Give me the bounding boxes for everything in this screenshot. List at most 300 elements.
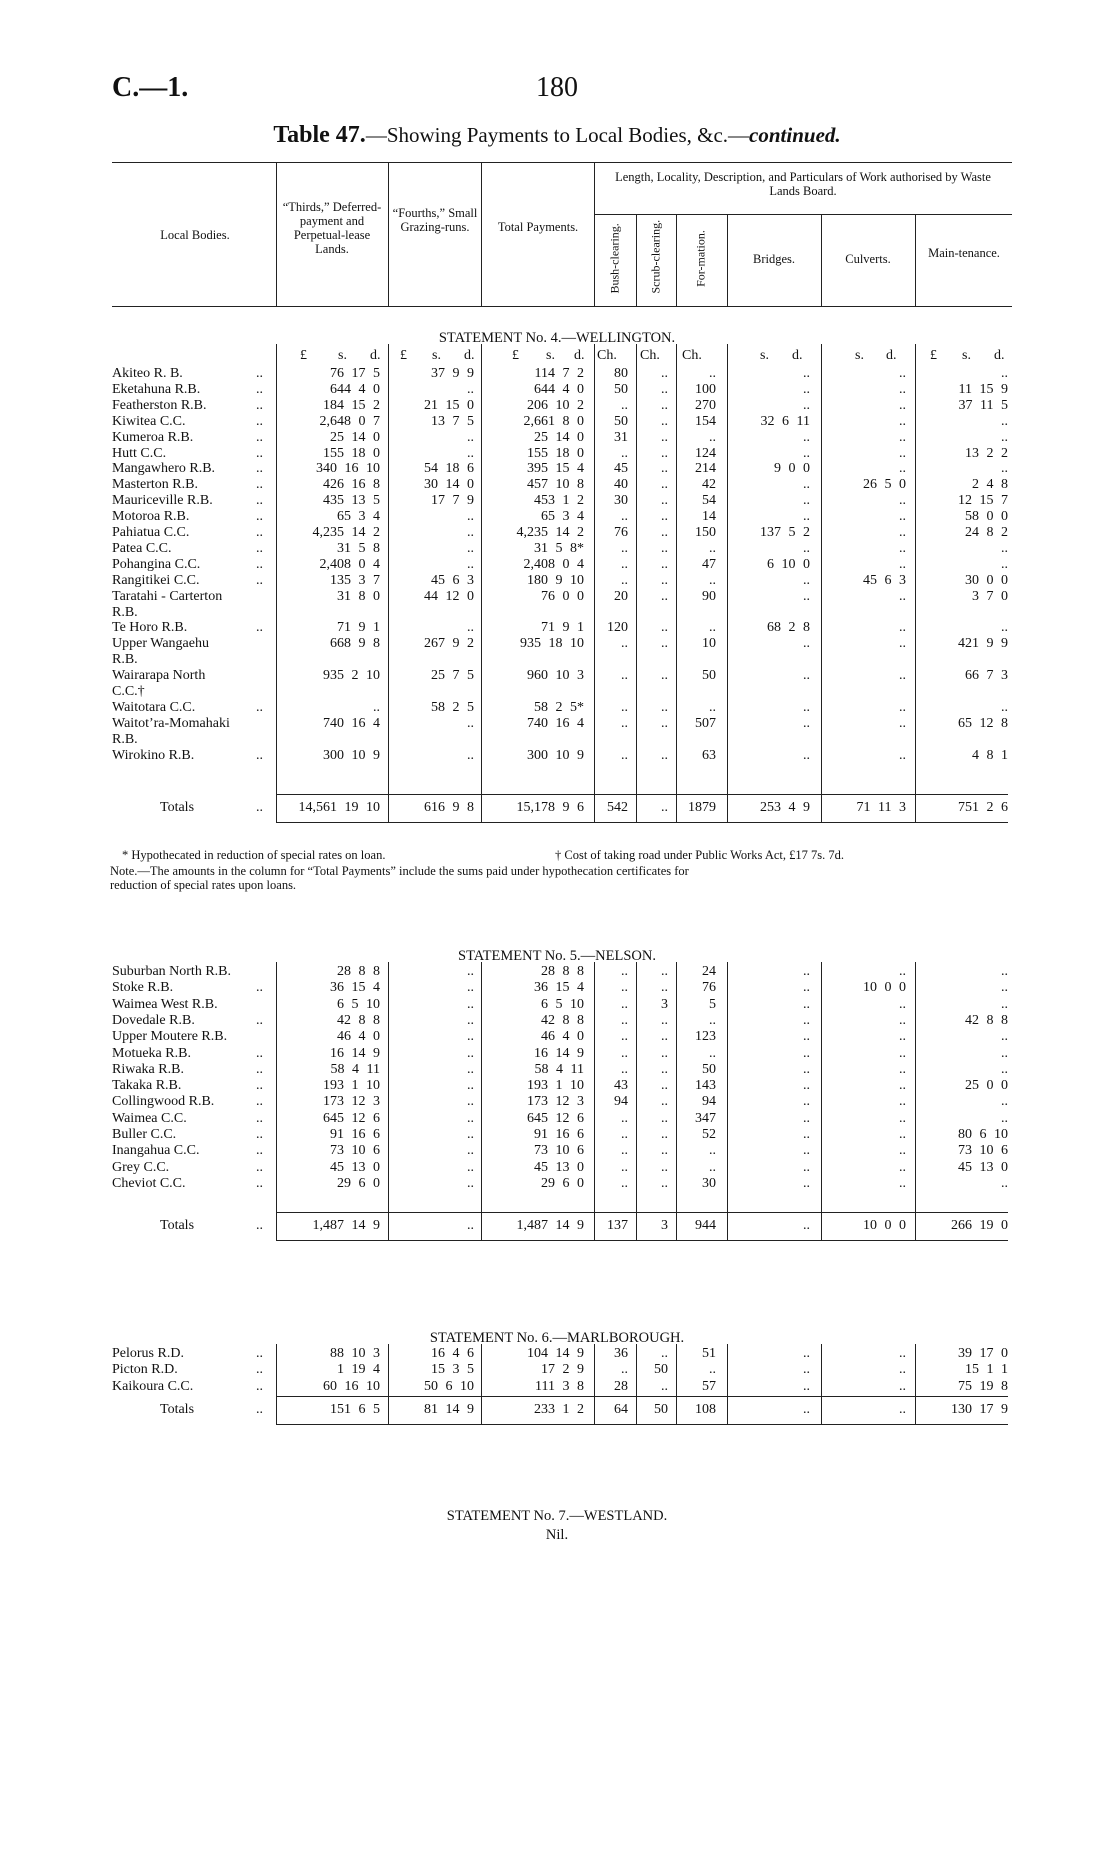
bush-value: ..	[621, 980, 628, 996]
statement-westland-nil: Nil.	[545, 1527, 569, 1543]
table-row	[0, 589, 1114, 606]
table-row	[0, 652, 1114, 669]
total-value: 935 18 10	[520, 636, 584, 652]
maintenance-value: ..	[1001, 1094, 1008, 1110]
scrub-value: ..	[661, 588, 668, 604]
total-value: 104 14 9	[527, 1346, 584, 1361]
fourths-value: ..	[467, 1012, 474, 1028]
fourths-value: ..	[467, 509, 474, 525]
table-row	[0, 1160, 1114, 1177]
total-value: 58 4 11	[534, 1061, 584, 1077]
culverts-value: ..	[899, 525, 906, 540]
scrub-value: ..	[661, 556, 668, 572]
bridges-value: ..	[803, 1061, 810, 1077]
thirds-value: 2,648 0 7	[319, 413, 380, 429]
total-value: 29 6 0	[541, 1175, 584, 1191]
table-row	[0, 700, 1114, 717]
formation-value: 30	[702, 1175, 716, 1191]
total-fourths-value: 616 9 8	[424, 800, 474, 815]
fourths-value: ..	[467, 540, 474, 556]
page-number: 180	[536, 72, 578, 103]
col-header-bush: Bush-clearing.	[607, 223, 622, 294]
fourths-value: 267 9 2	[424, 636, 474, 652]
scrub-value: ..	[661, 964, 668, 979]
scrub-value: ..	[661, 747, 668, 763]
fourths-value: ..	[467, 1159, 474, 1175]
total-value: 180 9 10	[527, 572, 584, 588]
bridges-value: 6 10 0	[767, 556, 810, 572]
bush-value: ..	[621, 1127, 628, 1142]
thirds-value: 31 5 8	[337, 540, 380, 556]
table-row	[0, 732, 1114, 749]
culverts-value: ..	[899, 668, 906, 684]
table-row	[0, 1111, 1114, 1128]
total-value: 155 18 0	[527, 445, 584, 461]
fourths-value: ..	[467, 715, 474, 731]
local-body-name: Mauriceville R.B.	[112, 493, 213, 509]
totals-label: Totals	[160, 1402, 195, 1417]
total-value: 395 15 4	[527, 461, 584, 477]
totals-label: Totals	[160, 800, 195, 815]
bush-value: ..	[621, 747, 628, 763]
bridges-value: ..	[803, 1175, 810, 1191]
fourths-value: 25 7 5	[431, 668, 474, 684]
maintenance-value: 58 0 0	[965, 509, 1008, 525]
thirds-value: 25 14 0	[330, 429, 380, 445]
fourths-value: ..	[467, 964, 474, 979]
thirds-value: 65 3 4	[337, 509, 380, 525]
table-row	[0, 748, 1114, 765]
formation-value: ..	[709, 699, 716, 715]
fourths-value: ..	[467, 1094, 474, 1110]
header-divider	[636, 214, 637, 306]
table-row	[0, 366, 1114, 383]
maintenance-value: ..	[1001, 620, 1008, 636]
maintenance-value: 421 9 9	[958, 636, 1008, 652]
culverts-value: ..	[899, 381, 906, 397]
formation-value: 57	[702, 1378, 716, 1394]
statement-wellington-title: STATEMENT No. 4.—WELLINGTON.	[438, 330, 676, 346]
total-value: 111 3 8	[535, 1378, 584, 1394]
leader-dots: ..	[256, 1378, 263, 1394]
thirds-value: 6 5 10	[337, 996, 380, 1012]
bush-value: ..	[621, 1012, 628, 1028]
header-divider	[276, 162, 277, 306]
local-body-name: Rangitikei C.C.	[112, 572, 200, 588]
culverts-value: ..	[899, 1175, 906, 1191]
leader-dots: ..	[256, 525, 263, 540]
header-divider	[727, 214, 728, 306]
total-bush-value: 64	[614, 1402, 628, 1417]
scrub-value: ..	[661, 540, 668, 556]
table-row	[0, 430, 1114, 447]
fourths-value: 58 2 5	[431, 699, 474, 715]
thirds-value: 36 15 4	[330, 980, 380, 996]
bridges-value: ..	[803, 572, 810, 588]
bridges-value: ..	[803, 1378, 810, 1394]
bridges-value: ..	[803, 980, 810, 996]
maintenance-value: ..	[1001, 461, 1008, 477]
thirds-value: ..	[373, 699, 380, 715]
maintenance-value: ..	[1001, 540, 1008, 556]
total-value: 36 15 4	[534, 980, 584, 996]
scrub-value: ..	[661, 461, 668, 477]
culverts-value: ..	[899, 445, 906, 461]
local-body-name: R.B.	[112, 604, 138, 620]
formation-value: 100	[695, 381, 716, 397]
local-body-name: Taratahi - Carterton	[112, 588, 223, 604]
culverts-value: ..	[899, 715, 906, 731]
scrub-value: ..	[661, 699, 668, 715]
statement-nelson-title: STATEMENT No. 5.—NELSON.	[458, 948, 656, 964]
bridges-value: ..	[803, 1045, 810, 1061]
thirds-value: 16 14 9	[330, 1045, 380, 1061]
thirds-value: 193 1 10	[323, 1078, 380, 1094]
local-body-name: Waimea West R.B.	[112, 996, 218, 1012]
pound-unit: £	[300, 348, 307, 363]
thirds-value: 740 16 4	[323, 715, 380, 731]
total-value: 28 8 8	[541, 964, 584, 979]
local-body-name: Masterton R.B.	[112, 477, 198, 493]
bridges-value: ..	[803, 1159, 810, 1175]
bush-value: ..	[621, 445, 628, 461]
formation-value: 50	[702, 668, 716, 684]
bridges-value: ..	[803, 1094, 810, 1110]
leader-dots: ..	[256, 747, 263, 763]
col-header-bridges: Bridges.	[752, 252, 795, 266]
leader-dots: ..	[256, 1110, 263, 1126]
fourths-value: 13 7 5	[431, 413, 474, 429]
culverts-value: ..	[899, 429, 906, 445]
header-top-rule	[112, 162, 1012, 163]
scrub-value: ..	[661, 1029, 668, 1045]
bridges-value: ..	[803, 1012, 810, 1028]
scrub-value: ..	[661, 381, 668, 397]
table-row	[0, 1029, 1114, 1046]
bush-value: 50	[614, 413, 628, 429]
note-line-1: Note.—The amounts in the column for “Total Payments” include the sums paid under hypothecation certificates for	[110, 864, 689, 878]
total-value: 6 5 10	[541, 996, 584, 1012]
culverts-value: ..	[899, 620, 906, 636]
thirds-value: 2,408 0 4	[319, 556, 380, 572]
thirds-value: 46 4 0	[337, 1029, 380, 1045]
scrub-value: ..	[661, 445, 668, 461]
local-body-name: Patea C.C.	[112, 540, 172, 556]
pound-unit: £	[400, 348, 407, 363]
table-title	[0, 122, 1114, 149]
fourths-value: ..	[467, 747, 474, 763]
maintenance-value: 24 8 2	[965, 525, 1008, 540]
total-value: 91 16 6	[534, 1127, 584, 1142]
culverts-value: ..	[899, 509, 906, 525]
formation-value: 42	[702, 477, 716, 493]
culverts-value: 45 6 3	[863, 572, 906, 588]
totals-label: Totals	[160, 1218, 195, 1233]
formation-value: 51	[702, 1346, 716, 1361]
leader-dots: ..	[256, 1159, 263, 1175]
thirds-value: 135 3 7	[330, 572, 380, 588]
leader-dots: ..	[256, 699, 263, 715]
total-bush-value: 542	[607, 800, 628, 815]
leader-dots: ..	[256, 800, 263, 815]
bush-value: 36	[614, 1346, 628, 1361]
chain-unit: Ch.	[682, 348, 702, 363]
bridges-value: ..	[803, 1110, 810, 1126]
local-body-name: Dovedale R.B.	[112, 1012, 195, 1028]
header-divider	[915, 214, 916, 306]
maintenance-value: ..	[1001, 1061, 1008, 1077]
leader-dots: ..	[256, 980, 263, 996]
total-value: 4,235 14 2	[516, 525, 584, 540]
total-value: 740 16 4	[527, 715, 584, 731]
fourths-value: ..	[467, 996, 474, 1012]
maintenance-value: 11 15 9	[958, 381, 1008, 397]
total-value: 2,661 8 0	[523, 413, 584, 429]
bush-value: ..	[621, 1029, 628, 1045]
local-body-name: Wirokino R.B.	[112, 747, 195, 763]
scrub-value: ..	[661, 1378, 668, 1394]
culverts-value: 10 0 0	[863, 980, 906, 996]
leader-dots: ..	[256, 477, 263, 493]
header-divider	[388, 162, 389, 306]
fourths-value: ..	[467, 1078, 474, 1094]
bush-value: 76	[614, 525, 628, 540]
bush-value: ..	[621, 572, 628, 588]
thirds-value: 644 4 0	[330, 381, 380, 397]
col-header-group: Length, Locality, Description, and Particulars of Work authorised by Waste Lands Board.	[615, 170, 991, 198]
total-value: 76 0 0	[541, 588, 584, 604]
local-body-name: Pelorus R.D.	[112, 1346, 184, 1361]
local-body-name: Grey C.C.	[112, 1159, 170, 1175]
bridges-value: ..	[803, 381, 810, 397]
total-total-value: 15,178 9 6	[516, 800, 584, 815]
formation-value: 94	[702, 1094, 716, 1110]
scrub-value: ..	[661, 1127, 668, 1142]
bush-value: ..	[621, 1061, 628, 1077]
leader-dots: ..	[256, 413, 263, 429]
bush-value: ..	[621, 636, 628, 652]
bridges-value: ..	[803, 397, 810, 413]
maintenance-value: 3 7 0	[972, 588, 1008, 604]
total-value: 46 4 0	[541, 1029, 584, 1045]
local-body-name: Cheviot C.C.	[112, 1175, 186, 1191]
total-value: 16 14 9	[534, 1045, 584, 1061]
culverts-value: ..	[899, 1110, 906, 1126]
leader-dots: ..	[256, 461, 263, 477]
bridges-value: ..	[803, 493, 810, 509]
scrub-value: ..	[661, 429, 668, 445]
formation-value: ..	[709, 1143, 716, 1159]
culverts-value: ..	[899, 1061, 906, 1077]
thirds-value: 28 8 8	[337, 964, 380, 979]
scrub-value: ..	[661, 525, 668, 540]
totals-bottom-rule	[276, 1424, 1008, 1425]
scrub-value: ..	[661, 1110, 668, 1126]
chain-unit: Ch.	[640, 348, 660, 363]
note-line-2: reduction of special rates upon loans.	[110, 878, 297, 892]
col-header-maintenance: Main-tenance.	[928, 246, 1000, 260]
thirds-value: 426 16 8	[323, 477, 380, 493]
formation-value: 150	[695, 525, 716, 540]
thirds-value: 31 8 0	[337, 588, 380, 604]
local-body-name: Waitotara C.C.	[112, 699, 196, 715]
local-body-name: Pohangina C.C.	[112, 556, 201, 572]
thirds-value: 73 10 6	[330, 1143, 380, 1159]
culverts-value: ..	[899, 1012, 906, 1028]
local-body-name: R.B.	[112, 652, 138, 668]
bush-value: ..	[621, 1175, 628, 1191]
total-bridges-value: ..	[803, 1218, 810, 1233]
bridges-value: ..	[803, 588, 810, 604]
fourths-value: ..	[467, 381, 474, 397]
table-row	[0, 573, 1114, 590]
scrub-value: ..	[661, 366, 668, 381]
culverts-value: ..	[899, 1362, 906, 1378]
total-value: 173 12 3	[527, 1094, 584, 1110]
formation-value: ..	[709, 620, 716, 636]
culverts-value: ..	[899, 461, 906, 477]
maintenance-value: 80 6 10	[958, 1127, 1008, 1142]
totals-row	[0, 1402, 1114, 1419]
bush-value: ..	[621, 1110, 628, 1126]
leader-dots: ..	[256, 381, 263, 397]
document-reference: C.—1.	[112, 72, 189, 103]
thirds-value: 71 9 1	[337, 620, 380, 636]
formation-value: ..	[709, 1045, 716, 1061]
header-group-rule	[594, 214, 1012, 215]
formation-value: 14	[702, 509, 716, 525]
culverts-value: ..	[899, 1346, 906, 1361]
statement-marlborough-title: STATEMENT No. 6.—MARLBOROUGH.	[429, 1330, 685, 1346]
scrub-value: ..	[661, 1061, 668, 1077]
formation-value: 47	[702, 556, 716, 572]
statement-westland-title: STATEMENT No. 7.—WESTLAND.	[446, 1508, 668, 1524]
leader-dots: ..	[256, 1143, 263, 1159]
fourths-value: 44 12 0	[424, 588, 474, 604]
fourths-value: 15 3 5	[431, 1362, 474, 1378]
header-divider	[821, 214, 822, 306]
bridges-value: ..	[803, 509, 810, 525]
bridges-value: ..	[803, 996, 810, 1012]
scrub-value: ..	[661, 1012, 668, 1028]
maintenance-value: 75 19 8	[958, 1378, 1008, 1394]
leader-dots: ..	[256, 620, 263, 636]
bush-value: ..	[621, 1159, 628, 1175]
maintenance-value: ..	[1001, 413, 1008, 429]
bridges-value: ..	[803, 1127, 810, 1142]
leader-dots: ..	[256, 1061, 263, 1077]
thirds-value: 935 2 10	[323, 668, 380, 684]
leader-dots: ..	[256, 1218, 263, 1233]
fourths-value: ..	[467, 556, 474, 572]
local-body-name: Collingwood R.B.	[112, 1094, 215, 1110]
scrub-value: ..	[661, 620, 668, 636]
table-row	[0, 461, 1114, 478]
pence-unit: d.	[370, 348, 381, 363]
formation-value: 52	[702, 1127, 716, 1142]
total-value: 206 10 2	[527, 397, 584, 413]
total-formation-value: 1879	[688, 800, 716, 815]
fourths-value: ..	[467, 429, 474, 445]
culverts-value: ..	[899, 366, 906, 381]
scrub-value: ..	[661, 1346, 668, 1361]
footnote-cost: † Cost of taking road under Public Works Act, £17 7s. 7d.	[555, 848, 845, 862]
local-body-name: Buller C.C.	[112, 1127, 177, 1142]
table-row	[0, 398, 1114, 415]
fourths-value: ..	[467, 1045, 474, 1061]
col-header-scrub: Scrub-clearing.	[648, 219, 663, 294]
fourths-value: 45 6 3	[431, 572, 474, 588]
scrub-value: ..	[661, 509, 668, 525]
maintenance-value: ..	[1001, 996, 1008, 1012]
col-header-fourths: “Fourths,” Small Grazing-runs.	[392, 206, 478, 234]
bush-value: ..	[621, 1362, 628, 1378]
bridges-value: ..	[803, 445, 810, 461]
culverts-value: ..	[899, 964, 906, 979]
thirds-value: 42 8 8	[337, 1012, 380, 1028]
leader-dots: ..	[256, 509, 263, 525]
leader-dots: ..	[256, 1402, 263, 1417]
local-body-name: Motueka R.B.	[112, 1045, 191, 1061]
leader-dots: ..	[256, 1045, 263, 1061]
fourths-value: ..	[467, 980, 474, 996]
table-row	[0, 1127, 1114, 1144]
table-row	[0, 1094, 1114, 1111]
local-body-name: Takaka R.B.	[112, 1078, 182, 1094]
totals-bottom-rule	[276, 822, 1008, 823]
bridges-value: ..	[803, 1362, 810, 1378]
fourths-value: ..	[467, 445, 474, 461]
culverts-value: ..	[899, 1029, 906, 1045]
total-value: 42 8 8	[541, 1012, 584, 1028]
maintenance-value: 13 2 2	[965, 445, 1008, 461]
pound-unit: £	[930, 348, 937, 363]
total-value: 2,408 0 4	[523, 556, 584, 572]
table-label: Table 47.	[273, 122, 366, 148]
local-body-name: Hutt C.C.	[112, 445, 167, 461]
formation-value: ..	[709, 1362, 716, 1378]
fourths-value: ..	[467, 620, 474, 636]
scrub-value: ..	[661, 413, 668, 429]
totals-top-rule	[276, 794, 1008, 795]
leader-dots: ..	[256, 1127, 263, 1142]
shilling-unit: s.	[855, 348, 864, 363]
table-row	[0, 1013, 1114, 1030]
culverts-value: ..	[899, 1094, 906, 1110]
bridges-value: ..	[803, 540, 810, 556]
local-body-name: R.B.	[112, 731, 138, 747]
local-body-name: Inangahua C.C.	[112, 1143, 200, 1159]
formation-value: ..	[709, 429, 716, 445]
bush-value: 28	[614, 1378, 628, 1394]
culverts-value: ..	[899, 636, 906, 652]
total-bridges-value: ..	[803, 1402, 810, 1417]
table-row	[0, 1078, 1114, 1095]
leader-dots: ..	[256, 445, 263, 461]
bush-value: 20	[614, 588, 628, 604]
maintenance-value: ..	[1001, 980, 1008, 996]
col-header-culverts: Culverts.	[845, 252, 891, 266]
maintenance-value: 65 12 8	[958, 715, 1008, 731]
pence-unit: d.	[792, 348, 803, 363]
totals-top-rule	[276, 1396, 1008, 1397]
total-maintenance-value: 130 17 9	[951, 1402, 1008, 1417]
total-value: 457 10 8	[527, 477, 584, 493]
bridges-value: ..	[803, 715, 810, 731]
thirds-value: 300 10 9	[323, 747, 380, 763]
bush-value: 94	[614, 1094, 628, 1110]
formation-value: 5	[709, 996, 716, 1012]
